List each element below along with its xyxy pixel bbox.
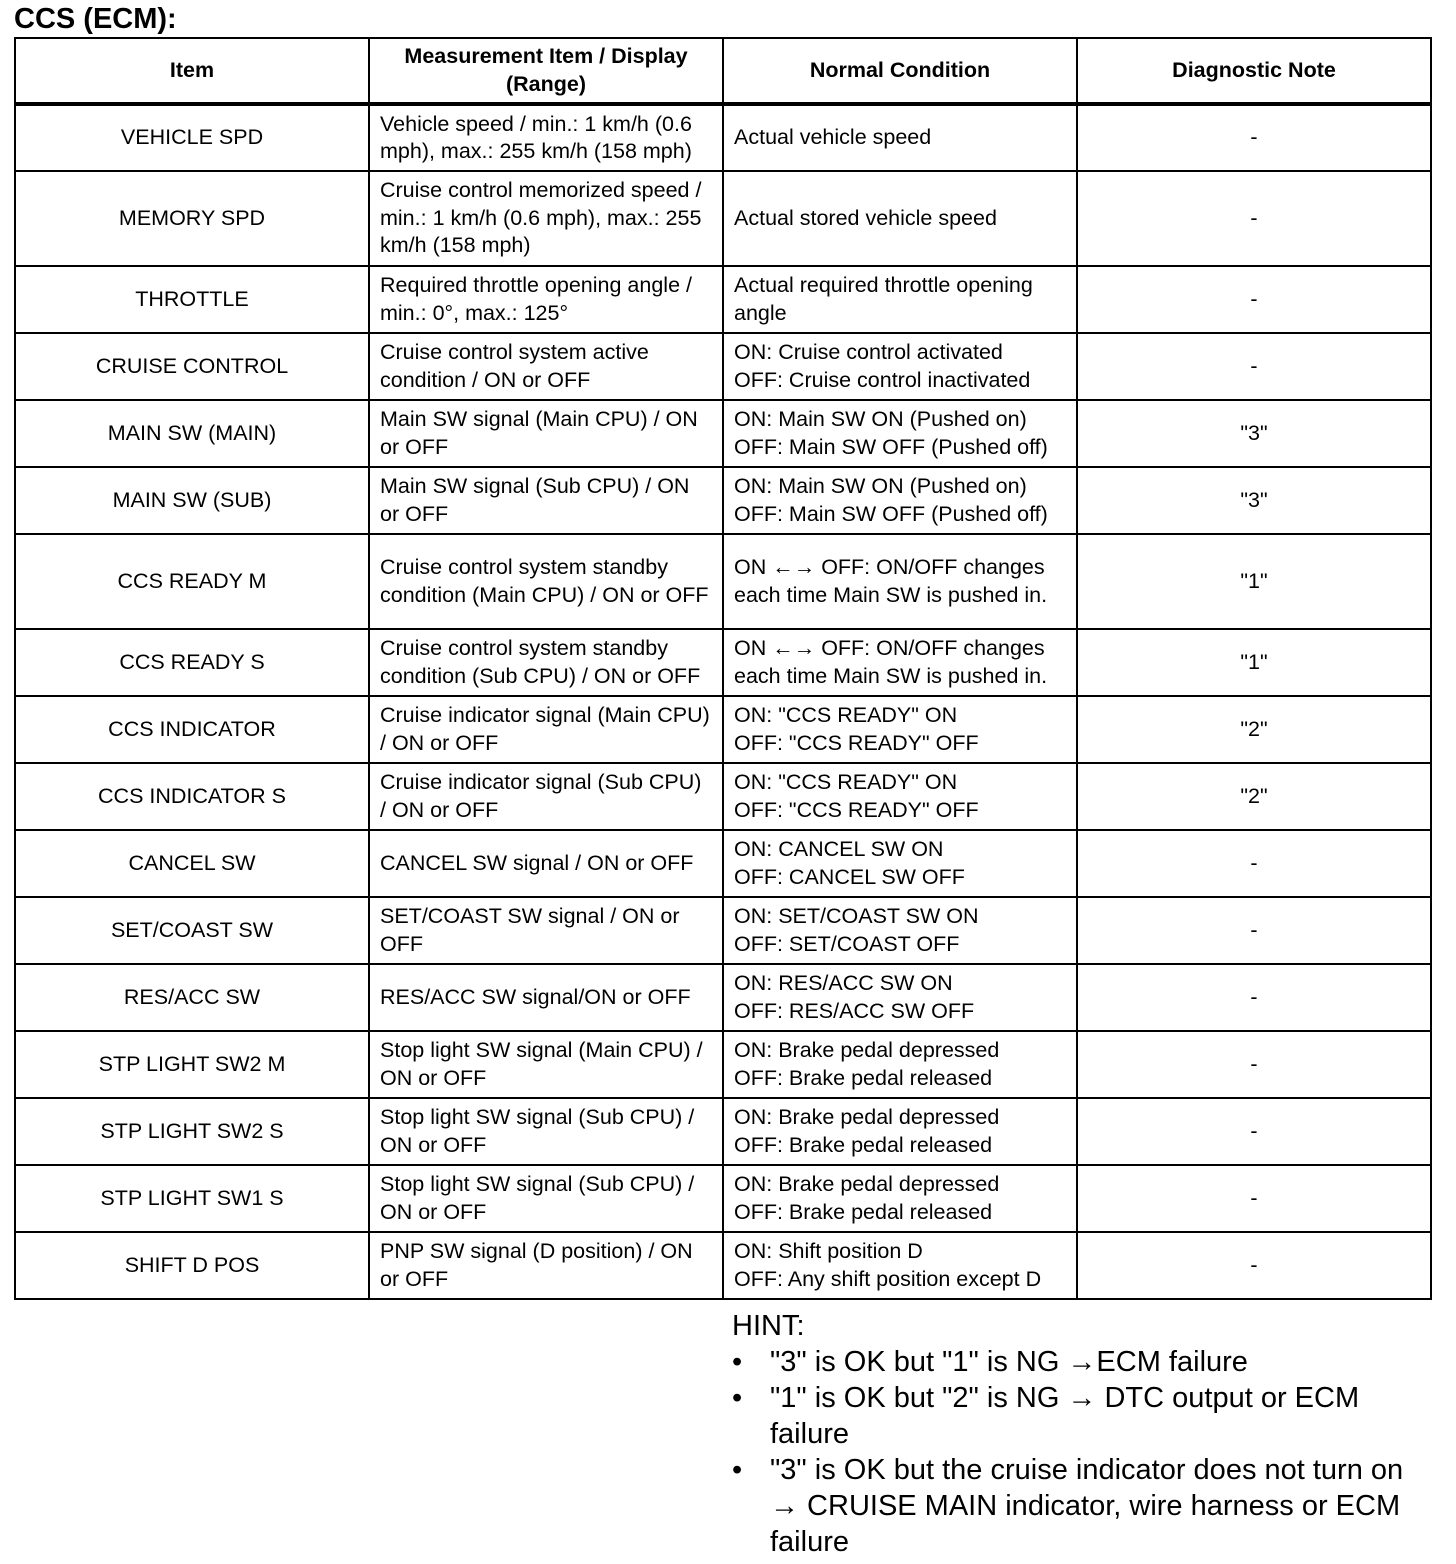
cell-diagnostic-note: "2" [1077, 696, 1431, 763]
cell-measurement: Stop light SW signal (Sub CPU) / ON or OFF [369, 1098, 723, 1165]
table-row [15, 333, 1431, 400]
cell-measurement: Cruise control system active condition / ON or OFF [369, 333, 723, 400]
cell-diagnostic-note: - [1077, 1031, 1431, 1098]
bullet-icon: • [732, 1454, 743, 1486]
cell-measurement: Cruise control memorized speed / min.: 1 km/h (0.6 mph), max.: 255 km/h (158 mph) [369, 171, 723, 266]
table-row [15, 1098, 1431, 1165]
cell-measurement: PNP SW signal (D position) / ON or OFF [369, 1232, 723, 1299]
hint-item-text: "3" is OK but "1" is NG →ECM failure [770, 1346, 1248, 1378]
cell-normal-condition: ON: Brake pedal depressed OFF: Brake pedal released [723, 1098, 1077, 1165]
header-diagnostic-note: Diagnostic Note [1077, 38, 1431, 104]
cell-measurement: Vehicle speed / min.: 1 km/h (0.6 mph), max.: 255 km/h (158 mph) [369, 104, 723, 171]
cell-measurement: SET/COAST SW signal / ON or OFF [369, 897, 723, 964]
cell-normal-condition: ON: Brake pedal depressed OFF: Brake pedal released [723, 1031, 1077, 1098]
table-row [15, 534, 1431, 629]
bullet-icon: • [732, 1382, 743, 1414]
cell-measurement: Cruise control system standby condition (Sub CPU) / ON or OFF [369, 629, 723, 696]
cell-measurement: Main SW signal (Main CPU) / ON or OFF [369, 400, 723, 467]
table-row [15, 467, 1431, 534]
cell-item: MEMORY SPD [15, 171, 369, 266]
table-row [15, 830, 1431, 897]
cell-normal-condition: ON: CANCEL SW ON OFF: CANCEL SW OFF [723, 830, 1077, 897]
cell-diagnostic-note: - [1077, 1165, 1431, 1232]
cell-measurement: Cruise indicator signal (Sub CPU) / ON or OFF [369, 763, 723, 830]
table-row [15, 897, 1431, 964]
hint-item [732, 1452, 1437, 1560]
cell-diagnostic-note: - [1077, 1098, 1431, 1165]
cell-item: CCS INDICATOR [15, 696, 369, 763]
table-row [15, 629, 1431, 696]
table-row [15, 1165, 1431, 1232]
cell-normal-condition: ON: Shift position D OFF: Any shift position except D [723, 1232, 1077, 1299]
cell-diagnostic-note: "1" [1077, 534, 1431, 629]
cell-measurement: Required throttle opening angle / min.: 0°, max.: 125° [369, 266, 723, 333]
cell-item: CCS INDICATOR S [15, 763, 369, 830]
cell-item: THROTTLE [15, 266, 369, 333]
hint-title: HINT: [732, 1310, 805, 1342]
data-list-table [14, 37, 1432, 1300]
hint-item [732, 1380, 1437, 1452]
cell-normal-condition: ON: Main SW ON (Pushed on) OFF: Main SW OFF (Pushed off) [723, 400, 1077, 467]
cell-measurement: Main SW signal (Sub CPU) / ON or OFF [369, 467, 723, 534]
table-row [15, 763, 1431, 830]
cell-normal-condition: Actual stored vehicle speed [723, 171, 1077, 266]
cell-item: RES/ACC SW [15, 964, 369, 1031]
cell-diagnostic-note: - [1077, 1232, 1431, 1299]
cell-item: MAIN SW (MAIN) [15, 400, 369, 467]
table-row [15, 1232, 1431, 1299]
cell-diagnostic-note: - [1077, 897, 1431, 964]
cell-normal-condition: ON: RES/ACC SW ON OFF: RES/ACC SW OFF [723, 964, 1077, 1031]
header-measurement [369, 38, 723, 104]
cell-measurement: Stop light SW signal (Main CPU) / ON or OFF [369, 1031, 723, 1098]
cell-measurement: CANCEL SW signal / ON or OFF [369, 830, 723, 897]
cell-item: SET/COAST SW [15, 897, 369, 964]
cell-measurement: Stop light SW signal (Sub CPU) / ON or OFF [369, 1165, 723, 1232]
cell-diagnostic-note: "2" [1077, 763, 1431, 830]
hint-item [732, 1344, 1437, 1380]
cell-diagnostic-note: "3" [1077, 467, 1431, 534]
hint-section [732, 1308, 1437, 1560]
cell-diagnostic-note: - [1077, 830, 1431, 897]
cell-item: CCS READY S [15, 629, 369, 696]
table-header-row [15, 38, 1431, 104]
cell-item: CCS READY M [15, 534, 369, 629]
table-row [15, 266, 1431, 333]
hint-list [732, 1344, 1437, 1560]
hint-item-text: "1" is OK but "2" is NG → DTC output or ECM failure [770, 1382, 1360, 1450]
bullet-icon: • [732, 1346, 743, 1378]
header-normal-condition: Normal Condition [723, 38, 1077, 104]
cell-normal-condition: ON: Main SW ON (Pushed on) OFF: Main SW OFF (Pushed off) [723, 467, 1077, 534]
cell-item: STP LIGHT SW2 M [15, 1031, 369, 1098]
cell-measurement: Cruise control system standby condition (Main CPU) / ON or OFF [369, 534, 723, 629]
page-title: CCS (ECM): [14, 3, 177, 35]
cell-item: VEHICLE SPD [15, 104, 369, 171]
cell-item: MAIN SW (SUB) [15, 467, 369, 534]
cell-measurement: RES/ACC SW signal/ON or OFF [369, 964, 723, 1031]
table-row [15, 696, 1431, 763]
cell-normal-condition: Actual vehicle speed [723, 104, 1077, 171]
cell-diagnostic-note: - [1077, 266, 1431, 333]
cell-normal-condition: ON: "CCS READY" ON OFF: "CCS READY" OFF [723, 696, 1077, 763]
cell-item: CRUISE CONTROL [15, 333, 369, 400]
table-row [15, 104, 1431, 171]
cell-diagnostic-note: "1" [1077, 629, 1431, 696]
cell-normal-condition: ON: Cruise control activated OFF: Cruise control inactivated [723, 333, 1077, 400]
cell-normal-condition: ON: Brake pedal depressed OFF: Brake pedal released [723, 1165, 1077, 1232]
cell-normal-condition: ON ←→ OFF: ON/OFF changes each time Main SW is pushed in. [723, 629, 1077, 696]
hint-item-text: "3" is OK but the cruise indicator does not turn on → CRUISE MAIN indicator, wire harness or ECM failure [770, 1454, 1404, 1558]
cell-item: CANCEL SW [15, 830, 369, 897]
table-row [15, 964, 1431, 1031]
cell-item: STP LIGHT SW1 S [15, 1165, 369, 1232]
cell-measurement: Cruise indicator signal (Main CPU) / ON or OFF [369, 696, 723, 763]
table-row [15, 400, 1431, 467]
cell-item: STP LIGHT SW2 S [15, 1098, 369, 1165]
cell-diagnostic-note: - [1077, 104, 1431, 171]
cell-diagnostic-note: "3" [1077, 400, 1431, 467]
table-row [15, 1031, 1431, 1098]
cell-diagnostic-note: - [1077, 964, 1431, 1031]
header-item: Item [15, 38, 369, 104]
cell-diagnostic-note: - [1077, 171, 1431, 266]
cell-diagnostic-note: - [1077, 333, 1431, 400]
cell-normal-condition: ON ←→ OFF: ON/OFF changes each time Main SW is pushed in. [723, 534, 1077, 629]
cell-normal-condition: ON: SET/COAST SW ON OFF: SET/COAST OFF [723, 897, 1077, 964]
cell-normal-condition: ON: "CCS READY" ON OFF: "CCS READY" OFF [723, 763, 1077, 830]
cell-item: SHIFT D POS [15, 1232, 369, 1299]
header-measurement-text: Measurement Item / Display (Range) [404, 44, 688, 96]
cell-normal-condition: Actual required throttle opening angle [723, 266, 1077, 333]
table-row [15, 171, 1431, 266]
